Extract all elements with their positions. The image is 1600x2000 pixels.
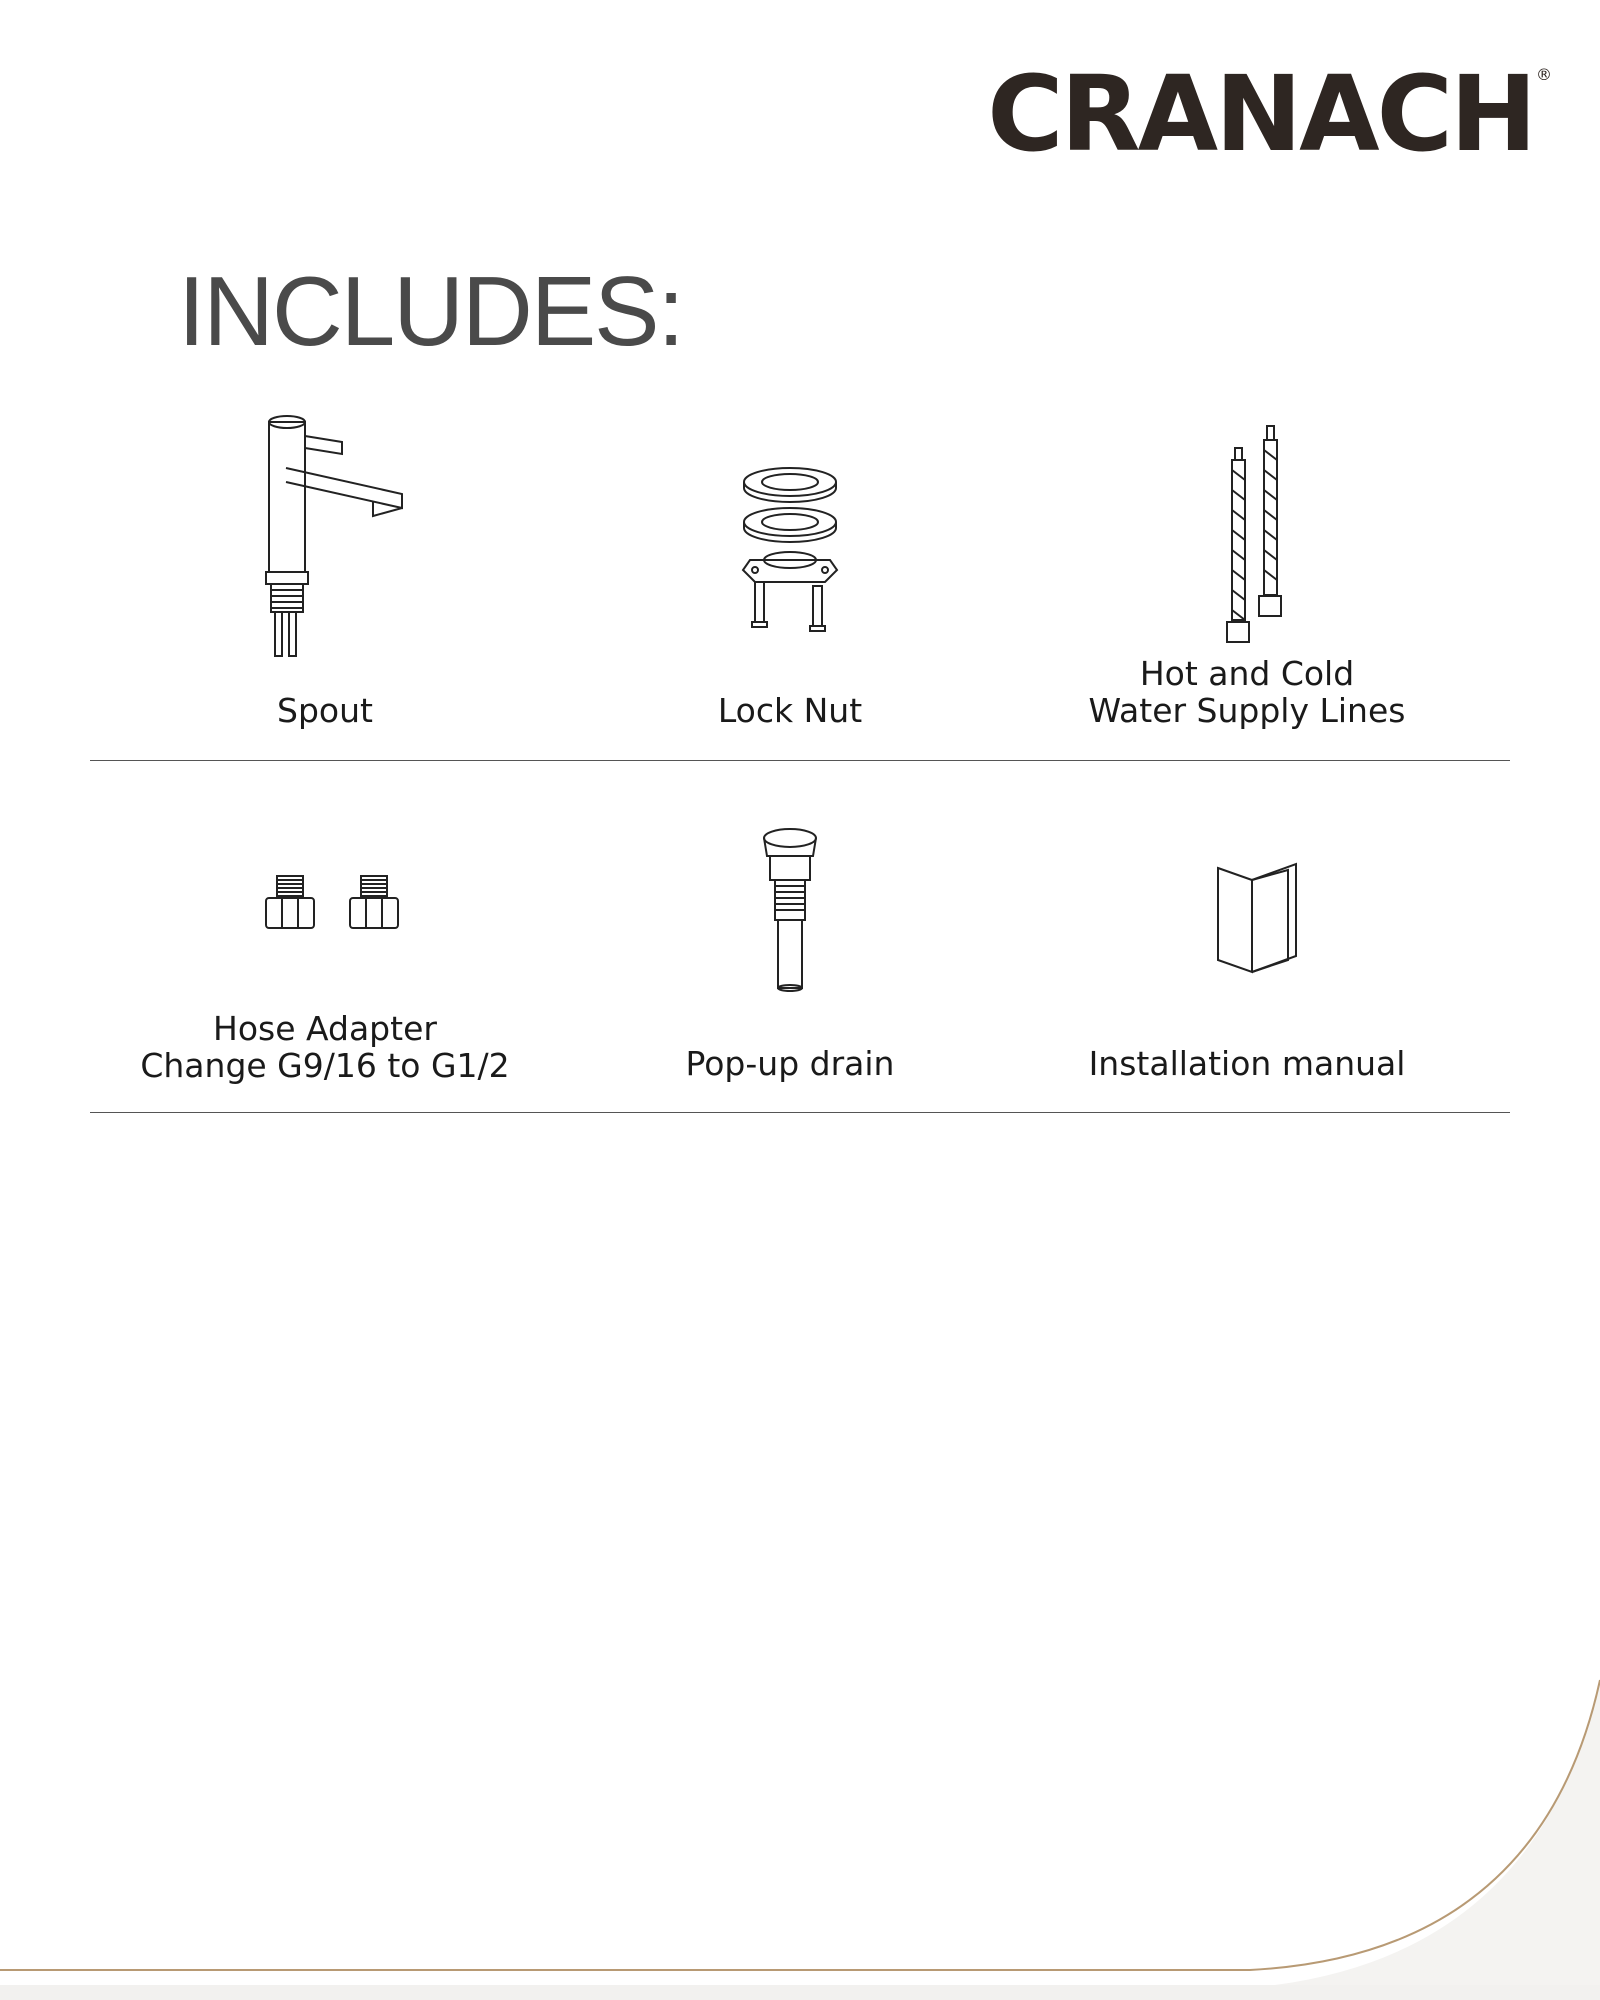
item-label: Hot and Cold Water Supply Lines [1088,654,1406,730]
brand-name: CRANACH [987,53,1534,175]
item-label: Spout [277,691,373,730]
item-label: Pop-up drain [685,1044,895,1083]
registered-mark: ® [1536,65,1552,84]
item-label: Installation manual [1088,1044,1406,1083]
item-label: Lock Nut [717,691,863,730]
page-heading: INCLUDES: [178,256,683,366]
item-label: Hose Adapter Change G9/16 to G1/2 [140,1009,510,1085]
